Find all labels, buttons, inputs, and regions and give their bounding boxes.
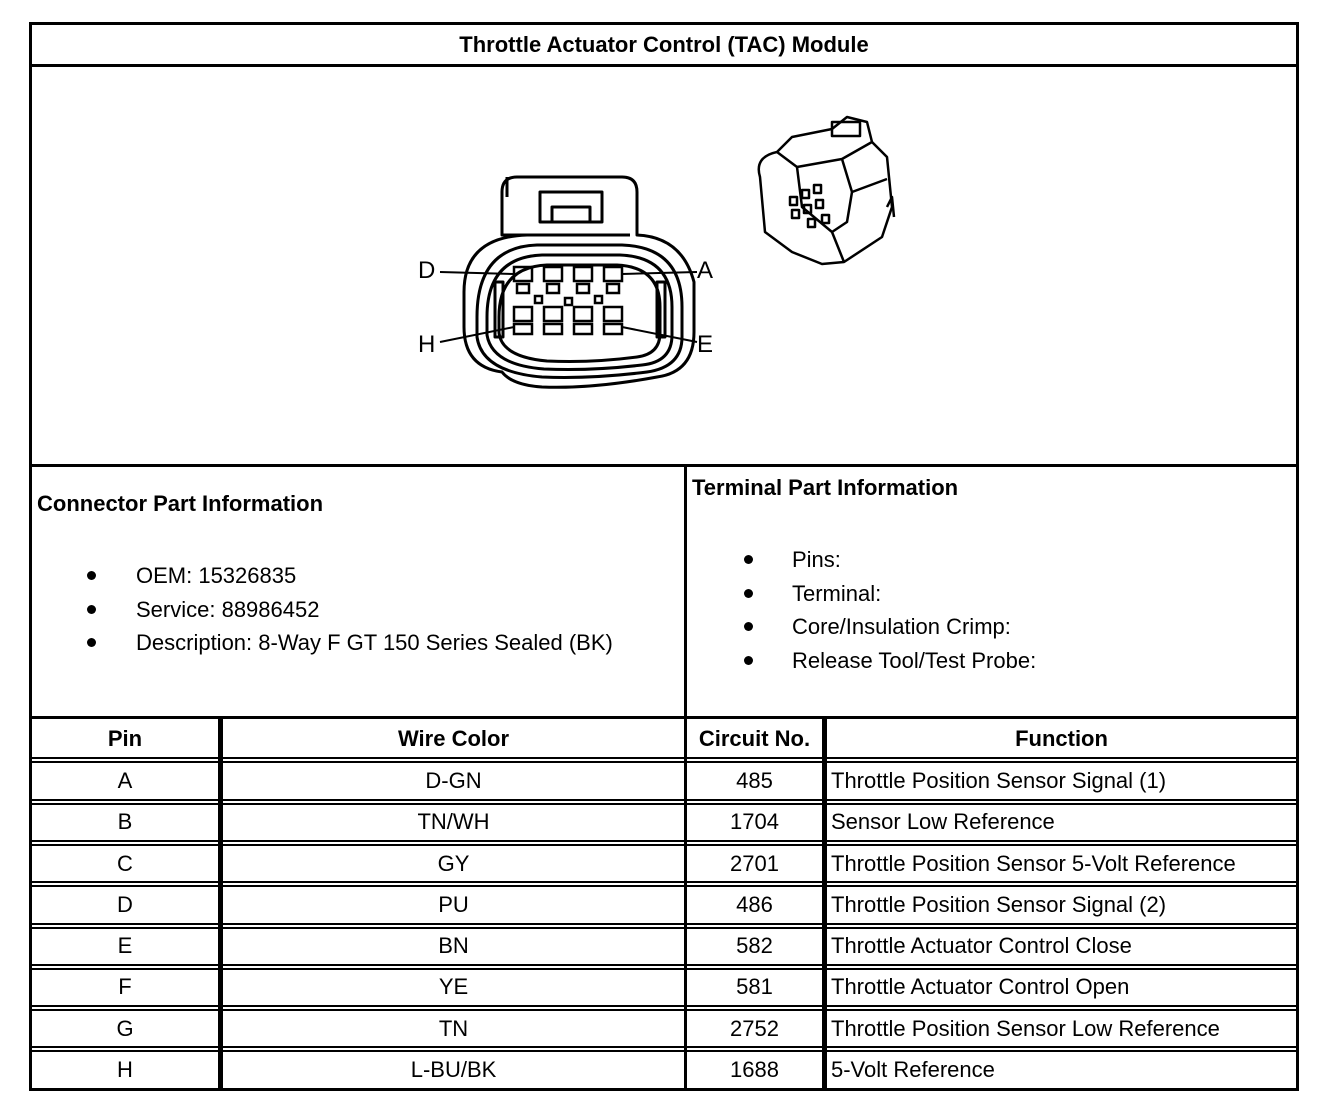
list-item: Service: 88986452: [87, 593, 687, 627]
table-cell-pin: E: [117, 933, 133, 959]
table-cell-circuit-no: 1704: [730, 809, 779, 835]
table-cell-function: Throttle Position Sensor 5-Volt Reference: [831, 850, 1236, 876]
table-cell-pin: C: [117, 850, 133, 876]
header-circuit-no: Circuit No.: [698, 725, 811, 751]
connector-3d-icon: [759, 117, 894, 264]
diagram-divider: [29, 464, 1299, 467]
table-cell-function: Throttle Actuator Control Close: [831, 933, 1132, 959]
list-item: Description: 8-Way F GT 150 Series Sealed (BK): [87, 626, 687, 660]
table-cell-pin: G: [116, 1015, 134, 1041]
header-pin: Pin: [107, 725, 143, 751]
connector-info-list: [87, 559, 687, 660]
pin-callout-A: A: [697, 257, 714, 284]
bullet-icon: [87, 571, 96, 580]
table-cell-function: Throttle Position Sensor Signal (1): [831, 767, 1167, 793]
bullet-icon: [87, 605, 96, 614]
terminal-info-list: [744, 543, 1284, 677]
table-cell-wire-color: D-GN: [425, 767, 482, 793]
pin-callout-D: D: [418, 257, 436, 284]
bullet-icon: [744, 656, 753, 665]
list-item: OEM: 15326835: [87, 559, 687, 593]
table-cell-circuit-no: 582: [736, 933, 773, 959]
connector-diagram: [32, 67, 1296, 464]
pin-callout-H: H: [418, 331, 436, 358]
table-cell-wire-color: GY: [437, 850, 470, 876]
header-wire-color: Wire Color: [397, 725, 510, 751]
table-cell-circuit-no: 1688: [730, 1057, 779, 1083]
terminal-info-heading: Terminal Part Information: [692, 475, 959, 500]
table-cell-function: Throttle Actuator Control Open: [831, 974, 1130, 1000]
table-cell-wire-color: L-BU/BK: [410, 1057, 497, 1083]
table-cell-pin: D: [117, 891, 133, 917]
bullet-icon: [744, 589, 753, 598]
table-cell-circuit-no: 486: [736, 891, 773, 917]
page-title: Throttle Actuator Control (TAC) Module: [459, 32, 869, 57]
table-cell-wire-color: BN: [438, 933, 469, 959]
table-cell-function: Sensor Low Reference: [831, 809, 1055, 835]
table-cell-circuit-no: 2701: [730, 850, 779, 876]
connector-face-drawing: [32, 67, 1296, 464]
list-item: Terminal:: [744, 577, 1284, 611]
table-cell-circuit-no: 581: [736, 974, 773, 1000]
table-cell-pin: A: [117, 767, 133, 793]
list-item: Pins:: [744, 543, 1284, 577]
table-cell-wire-color: TN: [438, 1015, 469, 1041]
list-item: Release Tool/Test Probe:: [744, 644, 1284, 678]
table-cell-wire-color: PU: [438, 891, 469, 917]
table-cell-function: 5-Volt Reference: [831, 1057, 995, 1083]
table-cell-wire-color: TN/WH: [417, 809, 490, 835]
table-cell-function: Throttle Position Sensor Low Reference: [831, 1015, 1220, 1041]
table-cell-wire-color: YE: [438, 974, 469, 1000]
table-cell-pin: B: [117, 809, 133, 835]
table-cell-function: Throttle Position Sensor Signal (2): [831, 891, 1167, 917]
table-cell-circuit-no: 485: [736, 767, 773, 793]
pin-callout-E: E: [697, 331, 714, 358]
header-function: Function: [1015, 725, 1108, 751]
bullet-icon: [744, 555, 753, 564]
table-cell-pin: F: [118, 974, 132, 1000]
table-cell-circuit-no: 2752: [730, 1015, 779, 1041]
list-item: Core/Insulation Crimp:: [744, 610, 1284, 644]
table-cell-pin: H: [117, 1057, 133, 1083]
connector-info-heading: Connector Part Information: [37, 491, 324, 516]
